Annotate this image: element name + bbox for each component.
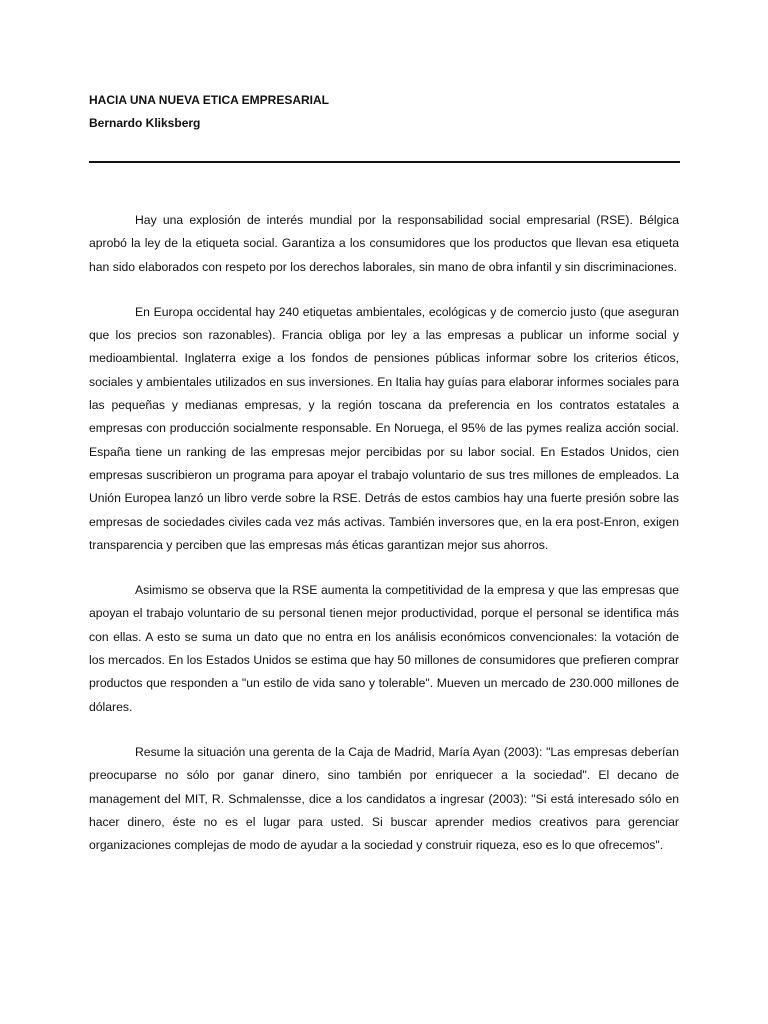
paragraph-3: Asimismo se observa que la RSE aumenta la competitividad de la empresa y que las empresas que apoyan el trabajo voluntario de su personal tienen mejor productividad, porque el personal se identifica más con ellas. A esto se suma un dato que no entra en los análisis económicos convencionales: la votación de los mercados. En los Estados Unidos se estima que hay 50 millones de consumidores que prefieren comprar productos que responden a "un estilo de vida sano y tolerable". Mueven un mercado de 230.000 millones de dólares. <box>89 583 679 714</box>
document-title: HACIA UNA NUEVA ETICA EMPRESARIAL <box>89 93 330 107</box>
document-author: Bernardo Kliksberg <box>89 116 201 130</box>
paragraph-2: En Europa occidental hay 240 etiquetas ambientales, ecológicas y de comercio justo (que aseguran que los precios son razonables). Francia obliga por ley a las empresas a publicar un informe social y medioambiental. Inglaterra exige a los fondos de pensiones públicas informar sobre los criterios éticos, sociales y ambientales utilizados en sus inversiones. En Italia hay guías para elaborar informes sociales para las pequeñas y medianas empresas, y la región toscana da preferencia en los contratos estatales a empresas con producción socialmente responsable. En Noruega, el 95% de las pymes realiza acción social. España tiene un ranking de las empresas mejor percibidas por su labor social. En Estados Unidos, cien empresas suscribieron un programa para apoyar el trabajo voluntario de sus tres millones de empleados. La Unión Europea lanzó un libro verde sobre la RSE. Detrás de estos cambios hay una fuerte presión sobre las empresas de sociedades civiles cada vez más activas. También inversores que, en la era post-Enron, exigen transparencia y perciben que las empresas más éticas garantizan mejor sus ahorros. <box>89 304 679 552</box>
title-divider <box>89 161 680 163</box>
paragraph-4: Resume la situación una gerenta de la Caja de Madrid, María Ayan (2003): "Las empresas deberían preocuparse no sólo por ganar dinero, sino también por enriquecer a la sociedad". El decano de management del MIT, R. Schmalensse, dice a los candidatos a ingresar (2003): "Si está interesado sólo en hacer dinero, éste no es el lugar para usted. Si buscar aprender medios creativos para gerenciar organizaciones complejas de modo de ayudar a la sociedad y construir riqueza, eso es lo que ofrecemos". <box>89 744 679 853</box>
paragraph-1: Hay una explosión de interés mundial por la responsabilidad social empresarial (RSE). Bélgica aprobó la ley de la etiqueta social. Garantiza a los consumidores que los productos que llevan esa etiqueta han sido elaborados con respeto por los derechos laborales, sin mano de obra infantil y sin discriminaciones. <box>89 213 679 274</box>
document-body <box>89 209 679 879</box>
